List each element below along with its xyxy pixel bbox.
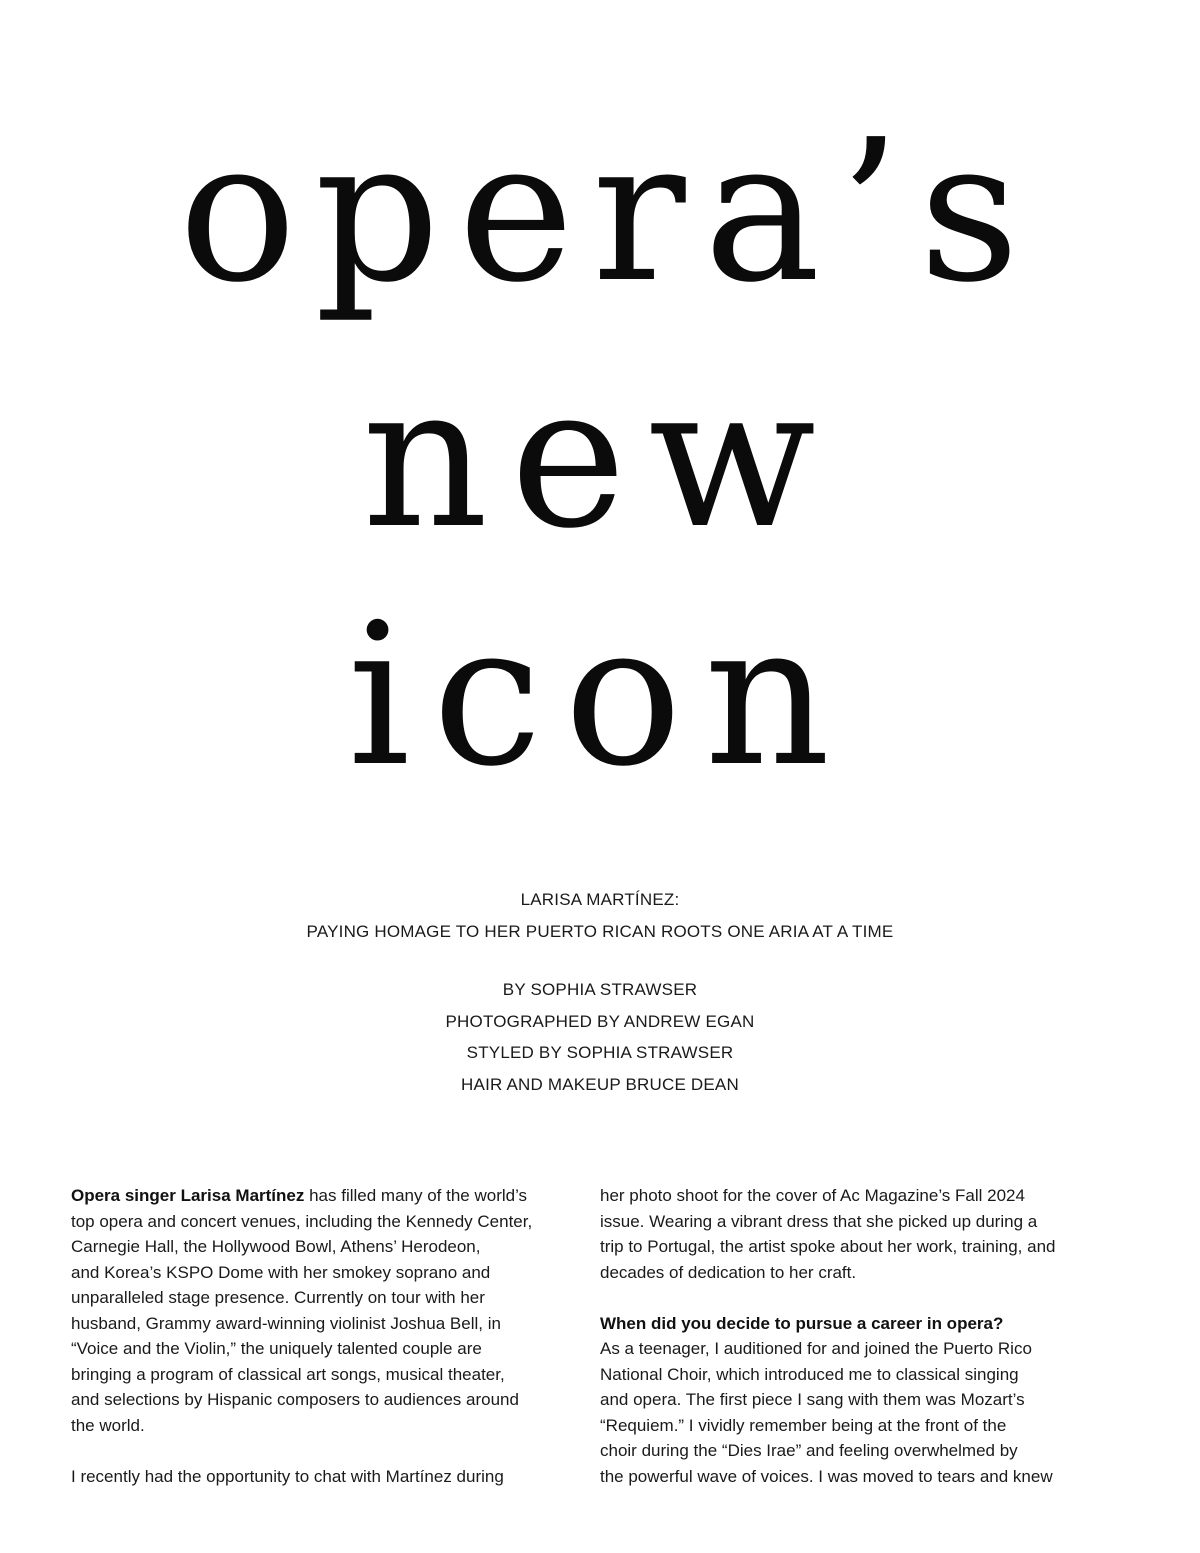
answer-line: choir during the “Dies Irae” and feeling overwhelmed by — [600, 1441, 1018, 1460]
intro-paragraph — [71, 1183, 563, 1438]
interview-answer — [600, 1336, 1100, 1489]
headline-line-3: icon — [347, 582, 853, 810]
answer-line: the powerful wave of voices. I was moved to tears and knew — [600, 1466, 1053, 1486]
second-paragraph: I recently had the opportunity to chat with Martínez during — [71, 1466, 504, 1486]
intro-line: Carnegie Hall, the Hollywood Bowl, Athens’ Herodeon, — [71, 1237, 481, 1256]
intro-line: top opera and concert venues, including the Kennedy Center, — [71, 1211, 533, 1231]
headline-line-2: new — [362, 344, 838, 572]
intro-line: husband, Grammy award-winning violinist Joshua Bell, in — [71, 1313, 501, 1333]
intro-line: the world. — [71, 1415, 145, 1435]
intro-line: has filled many of the world’s — [304, 1186, 528, 1205]
continued-paragraph — [600, 1183, 1100, 1285]
credits — [0, 974, 1200, 1100]
intro-line: and selections by Hispanic composers to audiences around — [71, 1390, 519, 1409]
body-column-right — [600, 1183, 1100, 1489]
subtitle — [0, 884, 1200, 948]
stylist-credit: STYLED BY SOPHIA STRAWSER — [466, 1043, 734, 1062]
answer-line: “Requiem.” I vividly remember being at the front of the — [600, 1415, 1007, 1435]
paragraph-line: decades of dedication to her craft. — [600, 1262, 857, 1282]
intro-line: bringing a program of classical art songs, musical theater, — [71, 1364, 505, 1384]
paragraph-line: her photo shoot for the cover of Ac Magazine’s Fall 2024 — [600, 1186, 1025, 1205]
paragraph-line: issue. Wearing a vibrant dress that she picked up during a — [600, 1211, 1038, 1231]
answer-line: and opera. The first piece I sang with them was Mozart’s — [600, 1390, 1025, 1409]
subtitle-line-2: PAYING HOMAGE TO HER PUERTO RICAN ROOTS ONE ARIA AT A TIME — [306, 922, 894, 941]
intro-line: unparalleled stage presence. Currently on tour with her — [71, 1288, 485, 1307]
paragraph-line: trip to Portugal, the artist spoke about her work, training, and — [600, 1237, 1056, 1256]
interview-question: When did you decide to pursue a career in opera? — [600, 1313, 1004, 1333]
intro-line: and Korea’s KSPO Dome with her smokey soprano and — [71, 1262, 491, 1282]
intro-line: “Voice and the Violin,” the uniquely talented couple are — [71, 1339, 482, 1358]
byline: BY SOPHIA STRAWSER — [502, 980, 698, 999]
answer-line: As a teenager, I auditioned for and joined the Puerto Rico — [600, 1339, 1032, 1358]
body-column-left — [71, 1183, 563, 1489]
answer-line: National Choir, which introduced me to classical singing — [600, 1364, 1019, 1384]
photographer-credit: PHOTOGRAPHED BY ANDREW EGAN — [445, 1011, 755, 1031]
subtitle-line-1: LARISA MARTÍNEZ: — [520, 890, 680, 909]
headline-line-1: opera’s — [178, 98, 1038, 326]
hair-makeup-credit: HAIR AND MAKEUP BRUCE DEAN — [461, 1074, 739, 1094]
intro-bold-lead: Opera singer Larisa Martínez — [71, 1186, 305, 1205]
